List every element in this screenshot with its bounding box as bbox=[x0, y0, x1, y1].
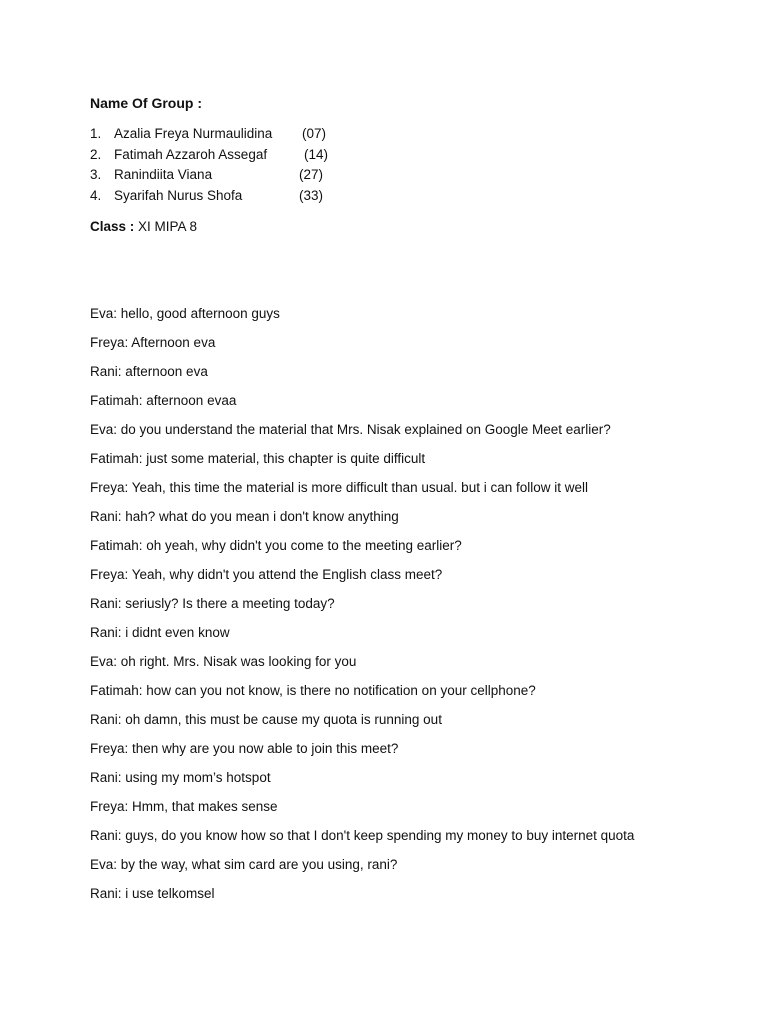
dialogue-line: Rani: i didnt even know bbox=[90, 625, 230, 640]
dialogue-line: Rani: i use telkomsel bbox=[90, 886, 215, 901]
member-name: Ranindiita Viana bbox=[114, 167, 213, 182]
dialogue-line: Freya: then why are you now able to join this meet? bbox=[90, 741, 399, 756]
dialogue-line: Fatimah: afternoon evaa bbox=[90, 393, 237, 408]
dialogue-line: Freya: Afternoon eva bbox=[90, 335, 216, 350]
class-value: XI MIPA 8 bbox=[134, 219, 198, 234]
dialogue-line: Rani: guys, do you know how so that I don't keep spending my money to buy internet quota bbox=[90, 828, 635, 843]
dialogue-line: Rani: oh damn, this must be cause my quota is running out bbox=[90, 712, 442, 727]
dialogue-line: Fatimah: oh yeah, why didn't you come to the meeting earlier? bbox=[90, 538, 462, 553]
member-item bbox=[90, 166, 324, 187]
dialogue-line: Freya: Yeah, this time the material is more difficult than usual. but i can follow it well bbox=[90, 480, 588, 495]
member-absen: (07) bbox=[302, 126, 327, 141]
class-label: Class : bbox=[90, 219, 135, 234]
member-number: 3. bbox=[90, 167, 102, 182]
dialogue-line: Freya: Hmm, that makes sense bbox=[90, 799, 278, 814]
member-number: 1. bbox=[90, 126, 102, 141]
dialogue-line: Rani: hah? what do you mean i don't know anything bbox=[90, 509, 399, 524]
member-list bbox=[90, 125, 329, 207]
dialogue-line: Freya: Yeah, why didn't you attend the English class meet? bbox=[90, 567, 443, 582]
member-number: 4. bbox=[90, 187, 102, 203]
member-absen: (27) bbox=[299, 167, 324, 182]
group-heading: Name Of Group : bbox=[90, 95, 203, 111]
member-absen: (14) bbox=[304, 146, 329, 162]
dialogue-list bbox=[90, 305, 634, 914]
dialogue-line: Fatimah: just some material, this chapter is quite difficult bbox=[90, 451, 426, 466]
dialogue-line: Eva: by the way, what sim card are you using, rani? bbox=[90, 857, 398, 872]
dialogue-line: Fatimah: how can you not know, is there no notification on your cellphone? bbox=[90, 683, 536, 698]
dialogue-line: Rani: using my mom’s hotspot bbox=[90, 770, 271, 785]
member-item bbox=[90, 187, 324, 208]
member-name: Azalia Freya Nurmaulidina bbox=[114, 126, 273, 141]
member-number: 2. bbox=[90, 146, 102, 162]
member-item bbox=[90, 125, 327, 146]
dialogue-line: Rani: afternoon eva bbox=[90, 364, 208, 379]
member-name: Fatimah Azzaroh Assegaf bbox=[114, 146, 268, 162]
member-name: Syarifah Nurus Shofa bbox=[114, 187, 243, 203]
member-absen: (33) bbox=[299, 187, 324, 203]
member-item bbox=[90, 146, 329, 167]
dialogue-line: Eva: do you understand the material that Mrs. Nisak explained on Google Meet earlier? bbox=[90, 422, 611, 437]
dialogue-line: Eva: hello, good afternoon guys bbox=[90, 306, 280, 321]
dialogue-line: Rani: seriusly? Is there a meeting today? bbox=[90, 596, 335, 611]
dialogue-line: Eva: oh right. Mrs. Nisak was looking for you bbox=[90, 654, 357, 669]
class-info bbox=[90, 218, 197, 236]
